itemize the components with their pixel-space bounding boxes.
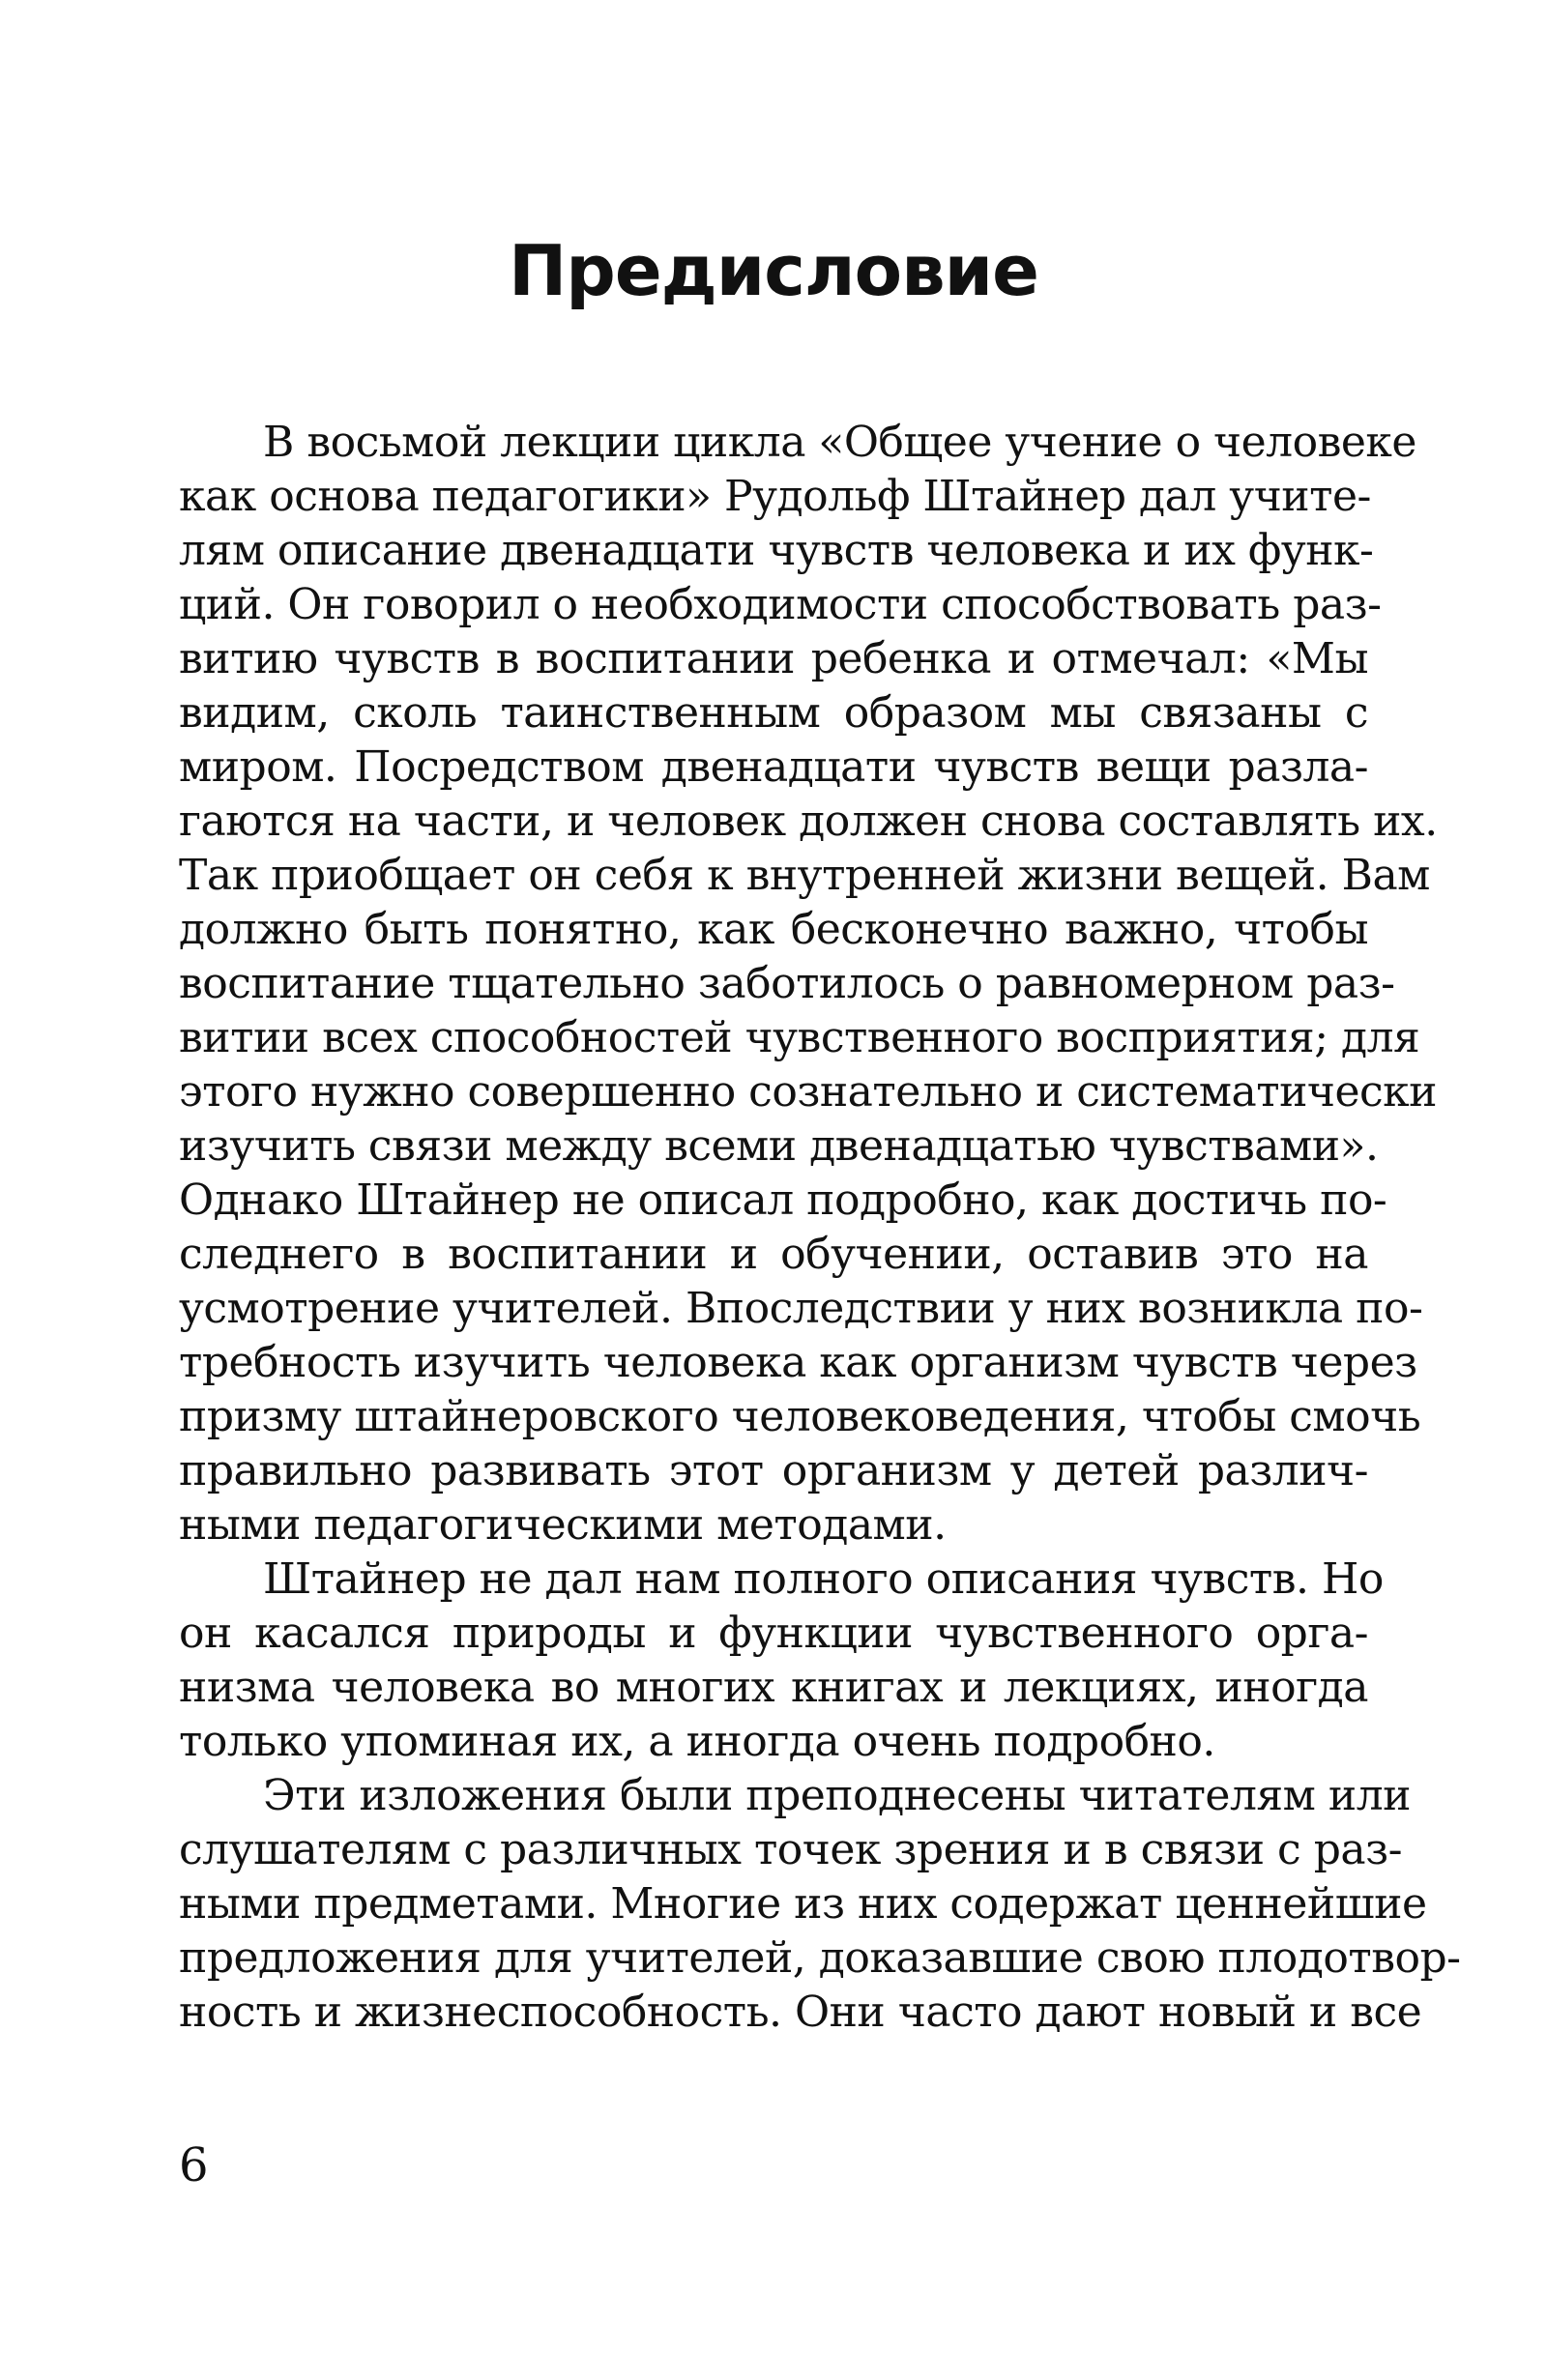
text-line: ными педагогическими методами.	[179, 1500, 947, 1550]
text-line: Однако Штайнер не описал подробно, как достичь по-	[179, 1175, 1387, 1225]
text-line: витии всех способностей чувственного восприятия; для	[179, 1013, 1420, 1062]
text-line: миром. Посредством двенадцати чувств вещи разла-	[179, 742, 1368, 792]
text-line: предложения для учителей, доказавшие свою плодотвор-	[179, 1933, 1461, 1983]
text-line: ций. Он говорил о необходимости способствовать раз-	[179, 580, 1382, 629]
text-line: В восьмой лекции цикла «Общее учение о человеке	[263, 418, 1416, 467]
text-line: Эти изложения были преподнесены читателям или	[263, 1771, 1411, 1820]
text-line: следнего в воспитании и обучении, оставив это на	[179, 1230, 1368, 1279]
text-line: воспитание тщательно заботилось о равномерном раз-	[179, 959, 1395, 1008]
text-line: требность изучить человека как организм чувств через	[179, 1338, 1417, 1387]
text-line: как основа педагогики» Рудольф Штайнер дал учите-	[179, 472, 1371, 521]
text-line: ными предметами. Многие из них содержат ценнейшие	[179, 1879, 1427, 1929]
text-line: он касался природы и функции чувственного орга-	[179, 1609, 1368, 1658]
text-line: Так приобщает он себя к внутренней жизни вещей. Вам	[179, 851, 1430, 900]
text-line: видим, сколь таинственным образом мы связаны с	[179, 688, 1368, 738]
text-line: призму штайнеровского человековедения, чтобы смочь	[179, 1392, 1421, 1441]
text-line: ность и жизнеспособность. Они часто дают новый и все	[179, 1988, 1422, 2037]
text-line: правильно развивать этот организм у детей различ-	[179, 1446, 1368, 1495]
text-line: слушателям с различных точек зрения и в связи с раз-	[179, 1825, 1402, 1874]
text-line: Штайнер не дал нам полного описания чувств. Но	[263, 1554, 1384, 1604]
page-number: 6	[179, 2138, 209, 2192]
text-line: низма человека во многих книгах и лекциях, иногда	[179, 1663, 1368, 1712]
text-line: должно быть понятно, как бесконечно важно, чтобы	[179, 905, 1368, 954]
text-line: усмотрение учителей. Впоследствии у них возникла по-	[179, 1284, 1423, 1333]
text-line: этого нужно совершенно сознательно и систематически	[179, 1067, 1437, 1117]
body-text	[179, 416, 1461, 2040]
text-line: изучить связи между всеми двенадцатью чувствами».	[179, 1121, 1379, 1171]
text-line: витию чувств в воспитании ребенка и отмечал: «Мы	[179, 634, 1368, 683]
text-line: гаются на части, и человек должен снова составлять их.	[179, 797, 1438, 846]
text-line: только упоминая их, а иногда очень подробно.	[179, 1717, 1215, 1766]
text-line: лям описание двенадцати чувств человека и их функ-	[179, 526, 1374, 575]
page-title: Предисловие	[509, 230, 1038, 311]
